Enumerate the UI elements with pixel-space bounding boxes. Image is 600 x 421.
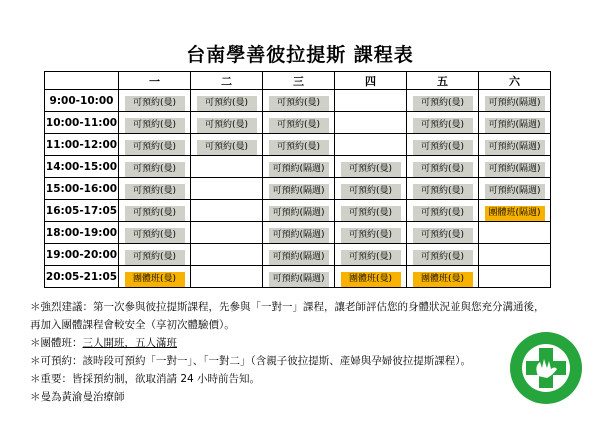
- bookable-slot: 可預約(曼): [125, 162, 185, 177]
- empty-cell: [191, 200, 263, 222]
- bookable-slot: 可預約(隔週): [269, 206, 329, 221]
- bookable-slot: 可預約(曼): [341, 162, 401, 177]
- bookable-slot: 可預約(曼): [125, 118, 185, 133]
- slot-cell: [407, 156, 479, 178]
- table-row: [45, 266, 551, 288]
- schedule-table: [44, 71, 551, 288]
- empty-cell: [191, 178, 263, 200]
- bookable-slot: 可預約(曼): [197, 118, 257, 133]
- slot-cell: [263, 266, 335, 288]
- bookable-slot: 可預約(隔週): [269, 250, 329, 265]
- bookable-slot: 可預約(隔週): [485, 184, 545, 199]
- slot-cell: [335, 222, 407, 244]
- time-cell: 20:05-21:05: [45, 266, 119, 288]
- slot-cell: [479, 200, 551, 222]
- time-cell: 10:00-11:00: [45, 112, 119, 134]
- slot-cell: [335, 156, 407, 178]
- empty-cell: [335, 112, 407, 134]
- bookable-slot: 可預約(曼): [413, 228, 473, 243]
- bookable-slot: 可預約(曼): [125, 228, 185, 243]
- slot-cell: [407, 200, 479, 222]
- bookable-slot: 可預約(曼): [197, 96, 257, 111]
- empty-cell: [335, 134, 407, 156]
- bookable-slot: 可預約(曼): [413, 162, 473, 177]
- bookable-slot: 可預約(曼): [125, 96, 185, 111]
- slot-cell: [335, 244, 407, 266]
- slot-cell: [263, 222, 335, 244]
- time-cell: 9:00-10:00: [45, 90, 119, 112]
- table-row: [45, 244, 551, 266]
- bookable-slot: 可預約(隔週): [485, 118, 545, 133]
- time-cell: 14:00-15:00: [45, 156, 119, 178]
- slot-cell: [119, 222, 191, 244]
- empty-cell: [191, 266, 263, 288]
- slot-cell: [119, 266, 191, 288]
- empty-cell: [335, 90, 407, 112]
- empty-cell: [191, 222, 263, 244]
- note-advice: ＊強烈建議：第一次參與彼拉提斯課程，先參與「一對一」課程，讓老師評估您的身體狀況並與您充分溝通後，: [30, 301, 545, 313]
- day-header: 三: [263, 72, 335, 90]
- slot-cell: [191, 90, 263, 112]
- corner-cell: [45, 72, 119, 90]
- slot-cell: [119, 112, 191, 134]
- note-group-class: [30, 334, 590, 352]
- note-advice-cont: 再加入團體課程會較安全（享初次體驗價）。: [30, 319, 235, 331]
- day-header: 一: [119, 72, 191, 90]
- slot-cell: [263, 178, 335, 200]
- clinic-logo: [508, 330, 584, 406]
- table-row: [45, 90, 551, 112]
- bookable-slot: 可預約(曼): [125, 250, 185, 265]
- bookable-slot: 可預約(曼): [413, 140, 473, 155]
- bookable-slot: 可預約(曼): [341, 206, 401, 221]
- slot-cell: [263, 200, 335, 222]
- bookable-slot: 可預約(曼): [341, 228, 401, 243]
- bookable-slot: 可預約(曼): [197, 140, 257, 155]
- empty-cell: [479, 244, 551, 266]
- group-class-slot: 團體班(曼): [413, 272, 473, 287]
- slot-cell: [263, 112, 335, 134]
- table-row: [45, 134, 551, 156]
- slot-cell: [263, 244, 335, 266]
- table-row: [45, 200, 551, 222]
- bookable-slot: 可預約(曼): [125, 206, 185, 221]
- table-row: [45, 222, 551, 244]
- group-class-slot: 團體班(隔週): [485, 206, 545, 221]
- slot-cell: [191, 112, 263, 134]
- slot-cell: [479, 90, 551, 112]
- slot-cell: [119, 156, 191, 178]
- group-class-slot: 團體班(曼): [125, 272, 185, 287]
- slot-cell: [407, 112, 479, 134]
- slot-cell: [335, 200, 407, 222]
- slot-cell: [263, 90, 335, 112]
- slot-cell: [119, 90, 191, 112]
- note-important: ＊重要：皆採預約制，欲取消請 24 小時前告知。: [30, 373, 261, 385]
- note-bookable: ＊可預約：該時段可預約「一對一」、「一對二」（含親子彼拉提斯、產婦與孕婦彼拉提斯課程）。: [30, 355, 471, 367]
- bookable-slot: 可預約(曼): [269, 96, 329, 111]
- page-title: 台南學善彼拉提斯 課程表: [186, 44, 414, 66]
- day-header: 六: [479, 72, 551, 90]
- slot-cell: [407, 178, 479, 200]
- header-row: [45, 72, 551, 90]
- bookable-slot: 可預約(曼): [125, 140, 185, 155]
- slot-cell: [119, 134, 191, 156]
- slot-cell: [119, 244, 191, 266]
- bookable-slot: 可預約(曼): [413, 96, 473, 111]
- bookable-slot: 可預約(隔週): [269, 228, 329, 243]
- slot-cell: [479, 112, 551, 134]
- slot-cell: [407, 266, 479, 288]
- note-therapist: ＊曼為黃渝曼治療師: [30, 391, 125, 403]
- slot-cell: [407, 90, 479, 112]
- bookable-slot: 可預約(隔週): [485, 162, 545, 177]
- slot-cell: [191, 134, 263, 156]
- bookable-slot: 可預約(隔週): [269, 272, 329, 287]
- table-row: [45, 112, 551, 134]
- slot-cell: [407, 222, 479, 244]
- note-group-label: ＊團體班：: [30, 337, 83, 349]
- bookable-slot: 可預約(隔週): [269, 162, 329, 177]
- bookable-slot: 可預約(曼): [413, 118, 473, 133]
- slot-cell: [479, 156, 551, 178]
- slot-cell: [479, 178, 551, 200]
- table-row: [45, 178, 551, 200]
- time-cell: 15:00-16:00: [45, 178, 119, 200]
- bookable-slot: 可預約(隔週): [485, 96, 545, 111]
- empty-cell: [479, 222, 551, 244]
- bookable-slot: 可預約(隔週): [269, 184, 329, 199]
- slot-cell: [335, 266, 407, 288]
- empty-cell: [479, 266, 551, 288]
- slot-cell: [119, 178, 191, 200]
- time-cell: 18:00-19:00: [45, 222, 119, 244]
- bookable-slot: 可預約(曼): [341, 184, 401, 199]
- time-cell: 11:00-12:00: [45, 134, 119, 156]
- time-cell: 16:05-17:05: [45, 200, 119, 222]
- empty-cell: [191, 156, 263, 178]
- note-group-detail: 三人開班，五人滿班: [82, 337, 177, 349]
- slot-cell: [479, 134, 551, 156]
- notes: [30, 298, 590, 406]
- bookable-slot: 可預約(曼): [413, 250, 473, 265]
- bookable-slot: 可預約(曼): [341, 250, 401, 265]
- slot-cell: [263, 156, 335, 178]
- table-row: [45, 156, 551, 178]
- bookable-slot: 可預約(曼): [413, 206, 473, 221]
- bookable-slot: 可預約(隔週): [485, 140, 545, 155]
- slot-cell: [407, 134, 479, 156]
- bookable-slot: 可預約(曼): [269, 118, 329, 133]
- group-class-slot: 團體班(曼): [341, 272, 401, 287]
- slot-cell: [119, 200, 191, 222]
- day-header: 五: [407, 72, 479, 90]
- day-header: 四: [335, 72, 407, 90]
- bookable-slot: 可預約(曼): [269, 140, 329, 155]
- slot-cell: [263, 134, 335, 156]
- slot-cell: [407, 244, 479, 266]
- time-cell: 19:00-20:00: [45, 244, 119, 266]
- day-header: 二: [191, 72, 263, 90]
- bookable-slot: 可預約(曼): [125, 184, 185, 199]
- slot-cell: [335, 178, 407, 200]
- empty-cell: [191, 244, 263, 266]
- bookable-slot: 可預約(曼): [413, 184, 473, 199]
